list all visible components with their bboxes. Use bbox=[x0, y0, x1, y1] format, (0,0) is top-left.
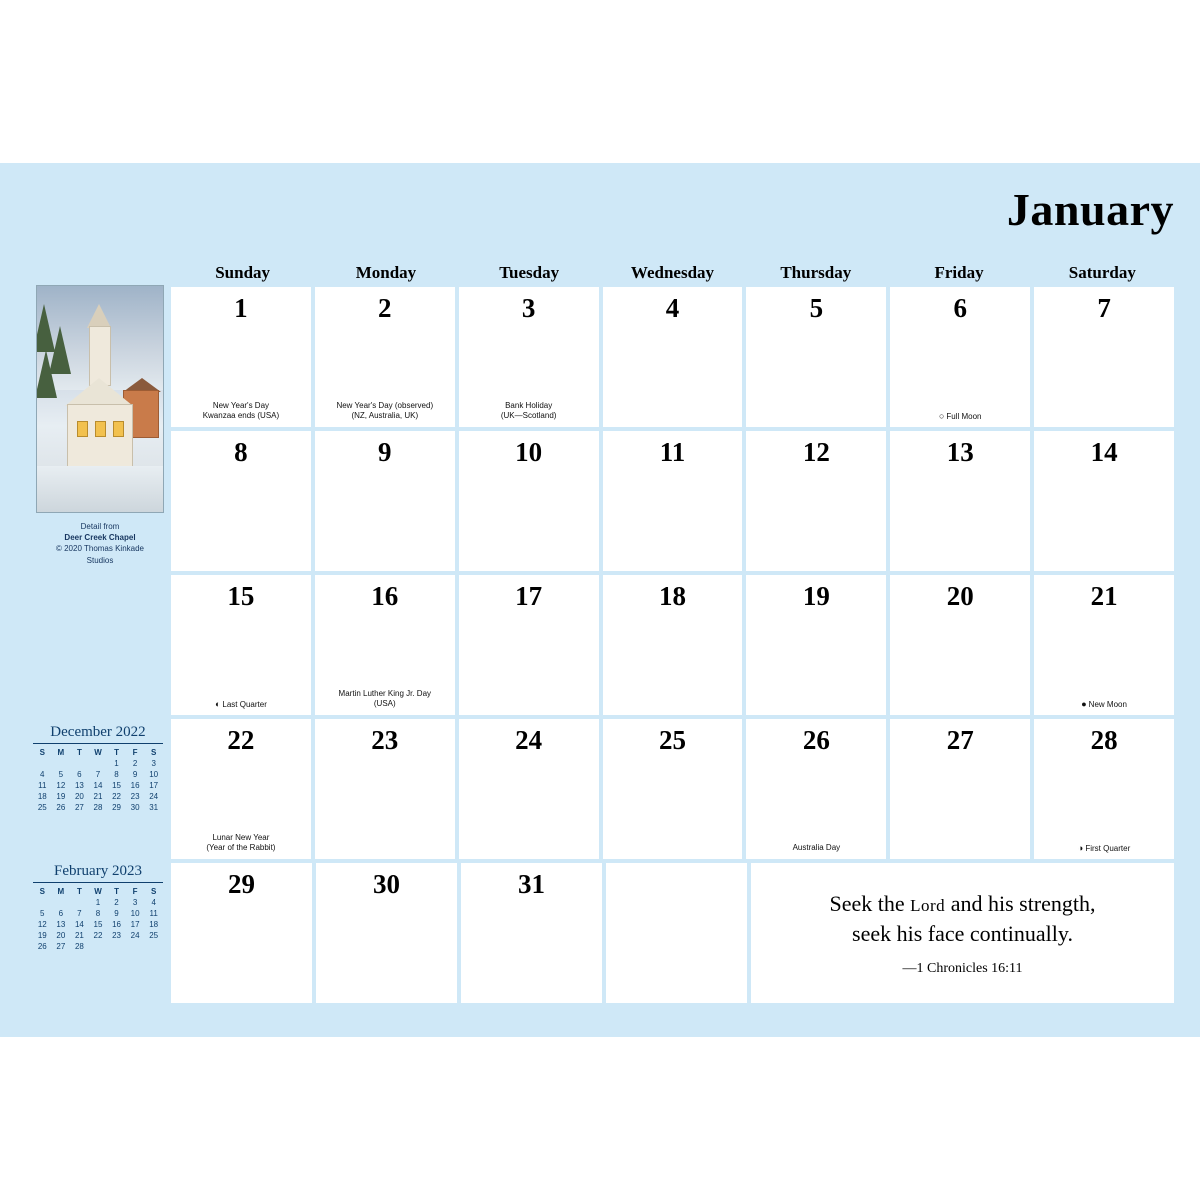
day-event: Kwanzaa ends (USA) bbox=[202, 411, 280, 420]
day-number: 2 bbox=[378, 293, 392, 323]
mini-day: 29 bbox=[112, 803, 121, 812]
mini-day: 17 bbox=[149, 781, 159, 790]
verse-line-1 bbox=[751, 889, 1174, 919]
mini-dow: S bbox=[151, 887, 157, 896]
week-row bbox=[171, 431, 1174, 571]
moon-phase-label: Last Quarter bbox=[222, 700, 267, 709]
mini-dow: F bbox=[132, 887, 138, 896]
mini-day: 19 bbox=[56, 792, 66, 801]
mini-day: 26 bbox=[37, 942, 47, 951]
mini-day: 18 bbox=[149, 920, 159, 929]
day-events bbox=[174, 401, 308, 421]
day-cell[interactable] bbox=[459, 719, 599, 859]
day-number: 28 bbox=[1090, 725, 1118, 755]
mini-week-row bbox=[33, 930, 163, 941]
day-cell-empty bbox=[606, 863, 747, 1003]
month-grid bbox=[171, 255, 1174, 1005]
mini-calendar-header-row bbox=[33, 747, 163, 758]
mini-day: 25 bbox=[37, 803, 47, 812]
mini-day: 5 bbox=[40, 909, 45, 918]
mini-day bbox=[33, 897, 52, 908]
mini-week-row bbox=[33, 908, 163, 919]
mini-day bbox=[52, 897, 71, 908]
day-number: 19 bbox=[802, 581, 830, 611]
mini-day: 14 bbox=[74, 920, 84, 929]
artwork-snow bbox=[37, 466, 163, 512]
day-cell[interactable] bbox=[171, 431, 311, 571]
day-number: 14 bbox=[1090, 437, 1118, 467]
mini-day bbox=[70, 897, 89, 908]
day-number: 3 bbox=[521, 293, 536, 323]
mini-day: 2 bbox=[132, 759, 138, 768]
day-number: 25 bbox=[659, 725, 686, 755]
mini-day: 27 bbox=[74, 803, 84, 812]
week-row bbox=[171, 287, 1174, 427]
day-number: 27 bbox=[946, 725, 974, 755]
day-cell[interactable] bbox=[1034, 575, 1174, 715]
mini-day: 24 bbox=[149, 792, 159, 801]
day-cell[interactable] bbox=[890, 431, 1030, 571]
mini-day: 10 bbox=[149, 770, 159, 779]
day-event: (Year of the Rabbit) bbox=[206, 843, 276, 852]
moon-phase-full-moon bbox=[890, 411, 1030, 421]
mini-calendar-february-title: February 2023 bbox=[33, 863, 163, 883]
day-cell[interactable] bbox=[746, 575, 886, 715]
mini-day: 11 bbox=[149, 909, 158, 918]
day-events bbox=[174, 833, 308, 853]
mini-day: 15 bbox=[93, 920, 103, 929]
scripture-verse bbox=[751, 889, 1174, 979]
new-moon-icon: ● bbox=[1081, 699, 1087, 709]
artwork-block bbox=[36, 285, 164, 565]
mini-day: 19 bbox=[37, 931, 47, 940]
mini-dow: T bbox=[114, 887, 119, 896]
mini-day: 25 bbox=[149, 931, 159, 940]
day-number: 1 bbox=[234, 293, 248, 323]
day-number: 5 bbox=[809, 293, 824, 323]
mini-day: 28 bbox=[93, 803, 103, 812]
artwork-caption-line1: Detail from bbox=[80, 522, 120, 531]
mini-day: 9 bbox=[114, 909, 119, 918]
verse-text-a: Seek the bbox=[829, 891, 911, 916]
day-number: 11 bbox=[659, 437, 686, 467]
mini-day bbox=[89, 941, 108, 952]
scripture-verse-cell bbox=[751, 863, 1174, 1003]
mini-day: 23 bbox=[112, 931, 121, 940]
mini-day: 22 bbox=[93, 931, 103, 940]
mini-day: 12 bbox=[37, 920, 47, 929]
day-cell[interactable] bbox=[461, 863, 602, 1003]
weekday-header-row bbox=[171, 255, 1174, 283]
mini-day: 6 bbox=[58, 909, 64, 918]
day-number: 7 bbox=[1097, 293, 1111, 323]
mini-week-row bbox=[33, 791, 163, 802]
mini-calendar-february-table bbox=[33, 886, 163, 952]
calendar-sheet bbox=[0, 163, 1200, 1037]
mini-dow: T bbox=[76, 748, 82, 757]
weekday-header-thursday: Thursday bbox=[780, 263, 852, 282]
day-cell[interactable] bbox=[746, 431, 886, 571]
day-cell[interactable] bbox=[746, 287, 886, 427]
day-cell[interactable] bbox=[603, 431, 743, 571]
day-event: Bank Holiday bbox=[505, 401, 553, 410]
mini-day: 4 bbox=[40, 770, 45, 779]
day-cell[interactable] bbox=[171, 287, 311, 427]
day-cell[interactable] bbox=[171, 575, 311, 715]
mini-calendar-header-row bbox=[33, 886, 163, 897]
mini-calendar-february bbox=[33, 863, 163, 952]
day-cell[interactable] bbox=[1034, 431, 1174, 571]
mini-calendar-december-title: December 2022 bbox=[33, 724, 163, 744]
mini-day: 9 bbox=[132, 770, 138, 779]
mini-dow: F bbox=[132, 748, 138, 757]
day-cell[interactable] bbox=[1034, 719, 1174, 859]
mini-day bbox=[33, 758, 52, 769]
mini-day: 21 bbox=[74, 931, 84, 940]
artwork-steeple bbox=[89, 326, 111, 386]
mini-day: 23 bbox=[130, 792, 140, 801]
verse-text-b: and his strength, bbox=[945, 891, 1096, 916]
mini-week-row bbox=[33, 758, 163, 769]
day-event: (UK—Scotland) bbox=[500, 411, 557, 420]
mini-day: 15 bbox=[112, 781, 121, 790]
mini-day: 1 bbox=[114, 759, 119, 768]
day-events bbox=[318, 401, 452, 421]
mini-dow: T bbox=[114, 748, 119, 757]
moon-phase-first-quarter bbox=[1034, 843, 1174, 853]
week-row bbox=[171, 719, 1174, 859]
week-row bbox=[171, 575, 1174, 715]
day-cell[interactable] bbox=[890, 287, 1030, 427]
mini-dow: T bbox=[76, 887, 82, 896]
day-number: 10 bbox=[515, 437, 543, 467]
mini-day: 7 bbox=[95, 770, 101, 779]
moon-phase-label: Full Moon bbox=[946, 412, 982, 421]
day-event: New Year's Day (observed) bbox=[336, 401, 434, 410]
day-number: 16 bbox=[371, 581, 399, 611]
moon-phase-new-moon bbox=[1034, 699, 1174, 709]
mini-week-row bbox=[33, 919, 163, 930]
mini-day: 5 bbox=[58, 770, 64, 779]
moon-phase-label: First Quarter bbox=[1085, 844, 1131, 853]
mini-day: 16 bbox=[130, 781, 140, 790]
mini-day: 8 bbox=[95, 909, 101, 918]
weekday-header-monday: Monday bbox=[355, 263, 417, 282]
verse-line-2: seek his face continually. bbox=[852, 920, 1073, 946]
mini-day: 3 bbox=[132, 898, 138, 907]
mini-day: 14 bbox=[93, 781, 103, 790]
artwork-caption bbox=[30, 521, 170, 566]
day-event: (USA) bbox=[373, 699, 396, 708]
day-event: Australia Day bbox=[792, 843, 841, 852]
mini-day: 22 bbox=[112, 792, 121, 801]
mini-week-row bbox=[33, 941, 163, 952]
day-number: 30 bbox=[373, 869, 400, 899]
moon-phase-last-quarter bbox=[171, 699, 311, 709]
mini-day bbox=[126, 941, 145, 952]
mini-day: 6 bbox=[77, 770, 82, 779]
mini-day: 27 bbox=[56, 942, 66, 951]
day-cell[interactable] bbox=[890, 575, 1030, 715]
day-event: Martin Luther King Jr. Day bbox=[338, 689, 432, 698]
mini-day: 16 bbox=[112, 920, 121, 929]
day-number: 22 bbox=[227, 725, 255, 755]
artwork-caption-line3: © 2020 Thomas Kinkade bbox=[55, 544, 145, 554]
day-cell[interactable] bbox=[603, 575, 743, 715]
mini-dow: M bbox=[57, 748, 65, 757]
mini-week-row bbox=[33, 897, 163, 908]
mini-day bbox=[52, 758, 71, 769]
mini-day: 1 bbox=[95, 898, 101, 907]
day-cell[interactable] bbox=[315, 719, 455, 859]
day-event: New Year's Day bbox=[212, 401, 270, 410]
mini-day: 20 bbox=[74, 792, 84, 801]
day-number: 20 bbox=[946, 581, 974, 611]
day-number: 12 bbox=[802, 437, 830, 467]
mini-dow: S bbox=[39, 748, 45, 757]
day-events bbox=[318, 689, 452, 709]
mini-calendar-december bbox=[33, 724, 163, 813]
artwork-steeple-spire bbox=[87, 304, 111, 328]
mini-dow: M bbox=[57, 887, 65, 896]
day-number: 21 bbox=[1090, 581, 1118, 611]
day-cell[interactable] bbox=[603, 719, 743, 859]
mini-day: 7 bbox=[77, 909, 82, 918]
mini-day: 13 bbox=[74, 781, 84, 790]
mini-day: 2 bbox=[114, 898, 119, 907]
mini-dow: W bbox=[94, 887, 102, 896]
day-cell[interactable] bbox=[459, 575, 599, 715]
mini-week-row bbox=[33, 769, 163, 780]
day-cell[interactable] bbox=[746, 719, 886, 859]
verse-lord: Lord bbox=[910, 896, 946, 915]
mini-day: 21 bbox=[93, 792, 103, 801]
day-number: 9 bbox=[378, 437, 392, 467]
day-number: 17 bbox=[515, 581, 543, 611]
day-number: 24 bbox=[515, 725, 543, 755]
day-number: 18 bbox=[659, 581, 686, 611]
full-moon-icon: ○ bbox=[938, 411, 945, 421]
day-cell[interactable] bbox=[459, 287, 599, 427]
day-event: (NZ, Australia, UK) bbox=[351, 411, 419, 420]
mini-day bbox=[144, 941, 163, 952]
mini-day: 26 bbox=[56, 803, 66, 812]
mini-day: 30 bbox=[130, 803, 140, 812]
day-number: 8 bbox=[234, 437, 248, 467]
moon-phase-label: New Moon bbox=[1088, 700, 1127, 709]
mini-week-row bbox=[33, 802, 163, 813]
verse-reference: —1 Chronicles 16:11 bbox=[902, 961, 1023, 977]
day-number: 6 bbox=[953, 293, 967, 323]
weekday-header-sunday: Sunday bbox=[215, 263, 271, 282]
day-cell[interactable] bbox=[315, 287, 455, 427]
day-number: 29 bbox=[228, 869, 255, 899]
week-row bbox=[171, 863, 1174, 1003]
mini-dow: S bbox=[39, 887, 45, 896]
mini-day bbox=[89, 758, 108, 769]
mini-calendar-december-table bbox=[33, 747, 163, 813]
mini-day: 8 bbox=[114, 770, 119, 779]
weekday-header-friday: Friday bbox=[934, 263, 984, 282]
mini-day: 10 bbox=[130, 909, 140, 918]
day-cell[interactable] bbox=[315, 575, 455, 715]
artwork-chapel bbox=[67, 404, 133, 468]
mini-day: 13 bbox=[56, 920, 66, 929]
last-quarter-moon-icon: ◐ bbox=[214, 699, 221, 709]
day-cell[interactable] bbox=[459, 431, 599, 571]
weekday-header-tuesday: Tuesday bbox=[499, 263, 560, 282]
mini-day: 20 bbox=[56, 931, 66, 940]
weeks-container bbox=[171, 287, 1174, 1005]
day-cell[interactable] bbox=[171, 719, 311, 859]
page-title: January bbox=[1006, 184, 1174, 235]
artwork-chapel-roof bbox=[65, 378, 133, 406]
day-cell[interactable] bbox=[316, 863, 457, 1003]
mini-day: 4 bbox=[151, 898, 156, 907]
weekday-header-wednesday: Wednesday bbox=[630, 263, 715, 282]
mini-day: 17 bbox=[130, 920, 140, 929]
day-cell[interactable] bbox=[603, 287, 743, 427]
mini-day: 18 bbox=[37, 792, 47, 801]
day-events bbox=[749, 843, 883, 853]
mini-day: 31 bbox=[149, 803, 159, 812]
day-cell[interactable] bbox=[890, 719, 1030, 859]
day-event: Lunar New Year bbox=[212, 833, 270, 842]
day-number: 4 bbox=[665, 293, 680, 323]
mini-day bbox=[107, 941, 126, 952]
day-events bbox=[462, 401, 596, 421]
mini-dow: S bbox=[151, 748, 157, 757]
artwork-caption-line4: Studios bbox=[86, 555, 114, 565]
day-number: 15 bbox=[227, 581, 255, 611]
day-number: 13 bbox=[946, 437, 974, 467]
day-number: 23 bbox=[371, 725, 399, 755]
mini-day: 11 bbox=[38, 781, 47, 790]
mini-day: 12 bbox=[56, 781, 66, 790]
day-number: 31 bbox=[518, 869, 545, 899]
mini-day bbox=[70, 758, 89, 769]
day-cell[interactable] bbox=[171, 863, 312, 1003]
day-cell[interactable] bbox=[315, 431, 455, 571]
day-number: 26 bbox=[802, 725, 830, 755]
artwork-caption-line2: Deer Creek Chapel bbox=[64, 533, 136, 543]
mini-day: 28 bbox=[74, 942, 84, 951]
mini-week-row bbox=[33, 780, 163, 791]
artwork-image bbox=[36, 285, 164, 513]
weekday-header-saturday: Saturday bbox=[1068, 263, 1136, 282]
mini-dow: W bbox=[94, 748, 102, 757]
mini-day: 3 bbox=[151, 759, 156, 768]
mini-day: 24 bbox=[130, 931, 140, 940]
day-cell[interactable] bbox=[1034, 287, 1174, 427]
first-quarter-moon-icon: ◑ bbox=[1077, 843, 1084, 853]
